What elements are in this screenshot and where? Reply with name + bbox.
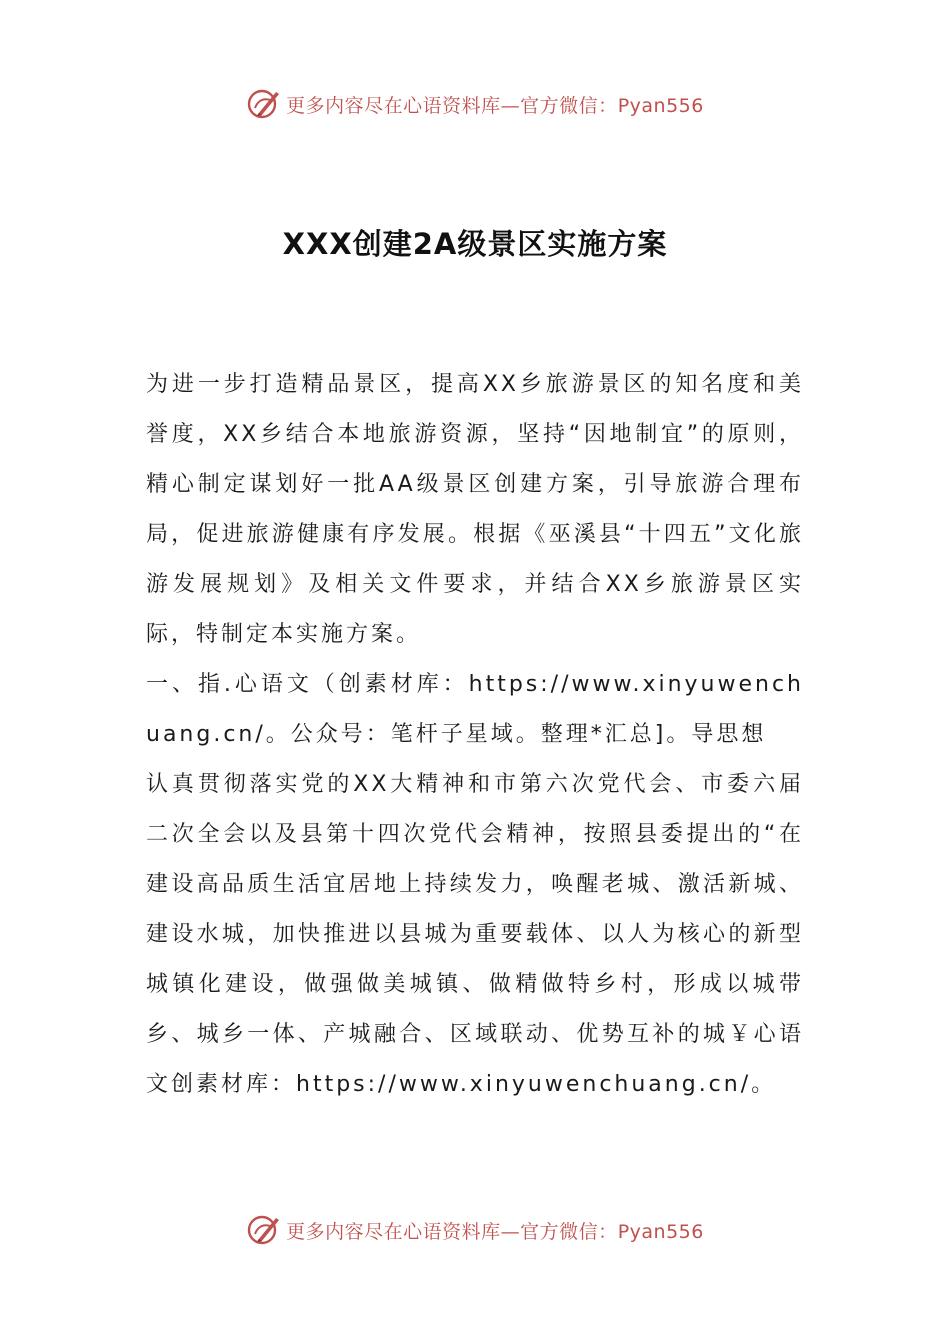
- footer-wechat-id: Pyan556: [617, 1220, 704, 1243]
- footer-wechat-label: 官方微信：: [520, 1220, 618, 1243]
- section-heading-guiding-ideology: 一、指.心语文（创素材库：https://www.xinyuwenchuang.cn/。公众号：笔杆子星域。整理*汇总]。导思想: [146, 672, 804, 747]
- header-banner: [0, 84, 950, 124]
- footer-banner: [0, 1210, 950, 1250]
- paragraph-intro: 为进一步打造精品景区，提高XX乡旅游景区的知名度和美誉度，XX乡结合本地旅游资源，坚持“因地制宜”的原则，精心制定谋划好一批AA级景区创建方案，引导旅游合理布局，促进旅游健康有序发展。根据《巫溪县“十四五”文化旅游发展规划》及相关文件要求，并结合XX乡旅游景区实际，特制定本实施方案。: [146, 372, 804, 647]
- footer-banner-text: [286, 1217, 704, 1244]
- header-brand-text: 更多内容尽在心语资料库: [286, 94, 501, 117]
- header-banner-text: [286, 91, 704, 118]
- footer-dash: —: [500, 1220, 521, 1243]
- pen-logo-icon: [246, 86, 282, 122]
- header-wechat-id: Pyan556: [617, 94, 704, 117]
- header-wechat-label: 官方微信：: [520, 94, 618, 117]
- footer-brand-text: 更多内容尽在心语资料库: [286, 1220, 501, 1243]
- header-dash: —: [500, 94, 521, 117]
- document-title: XXX创建2A级景区实施方案: [282, 227, 668, 261]
- document-body: [146, 360, 804, 1110]
- pen-logo-icon: [246, 1212, 282, 1248]
- paragraph-guiding-ideology: 认真贯彻落实党的XX大精神和市第六次党代会、市委六届二次全会以及县第十四次党代会精神，按照县委提出的“在建设高品质生活宜居地上持续发力，唤醒老城、激活新城、建设水城，加快推进以县城为重要载体、以人为核心的新型城镇化建设，做强做美城镇、做精做特乡村，形成以城带乡、城乡一体、产城融合、区域联动、优势互补的城￥心语文创素材库：https://www.xinyuwenchuang.cn/。: [146, 772, 804, 1097]
